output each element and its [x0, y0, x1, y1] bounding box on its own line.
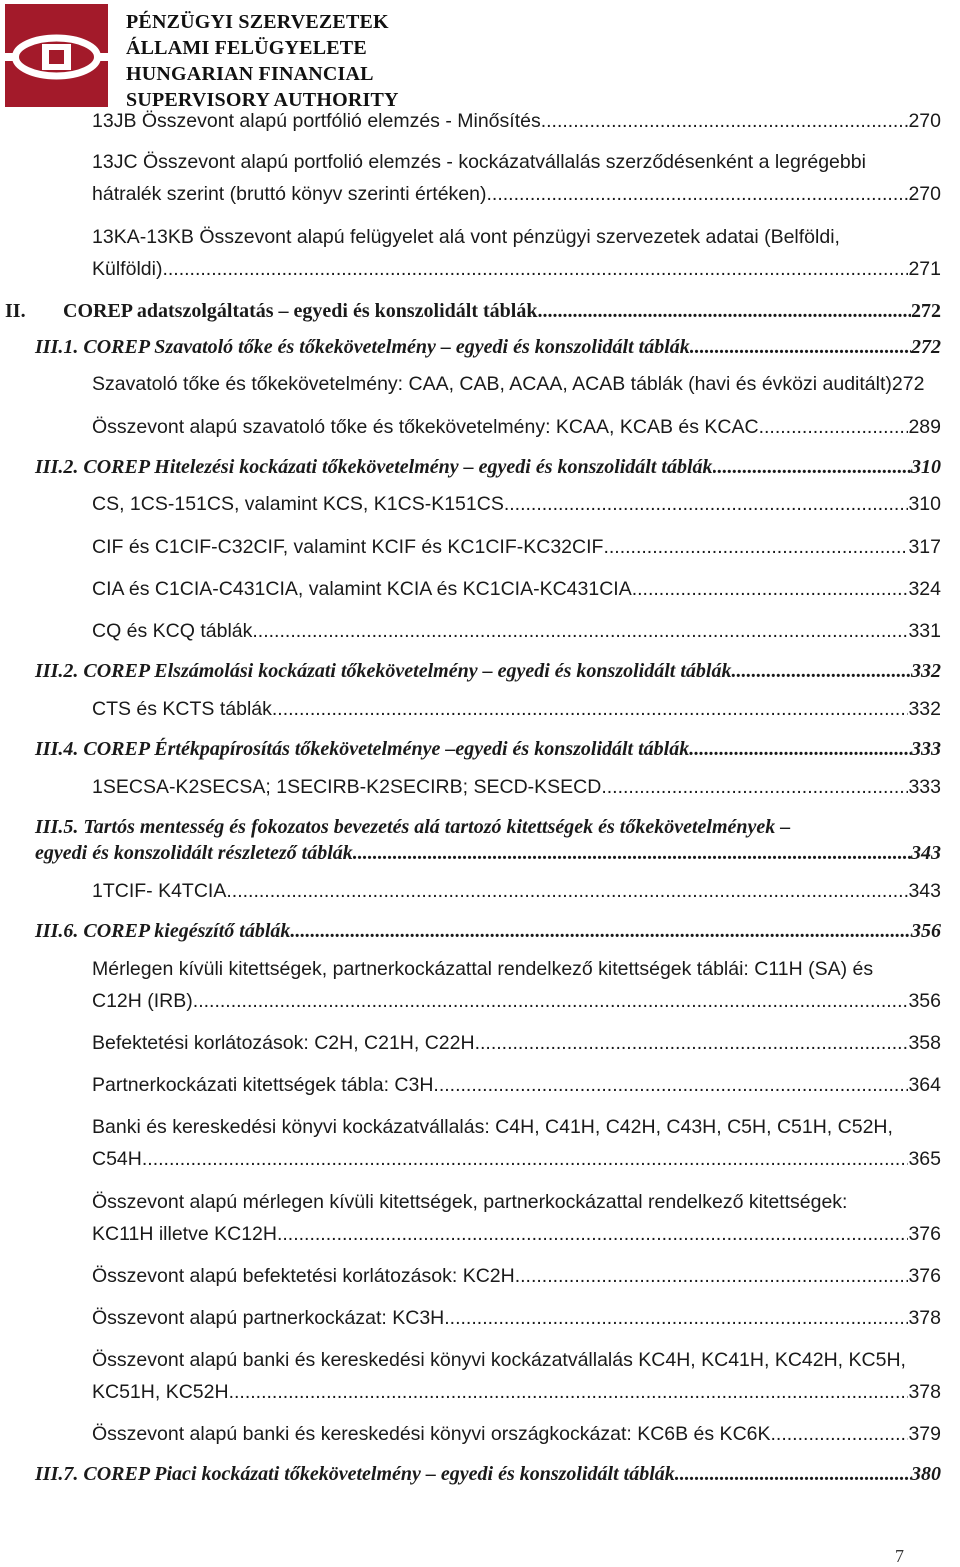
- toc-entry-title: Összevont alapú szavatoló tőke és tőkekövetelmény: KCAA, KCAB és KCAC: [92, 416, 759, 438]
- toc-entry-title: Összevont alapú befektetési korlátozások: KC2H: [92, 1265, 515, 1287]
- toc-entry-title: hátralék szerint (bruttó könyv szerinti értéken): [92, 183, 487, 205]
- toc-entry-title: CS, 1CS-151CS, valamint KCS, K1CS-K151CS: [92, 493, 504, 515]
- toc-entry-page: 378: [908, 1307, 941, 1329]
- toc-entry-page: 324: [908, 578, 941, 600]
- toc-entry-title: CTS és KCTS táblák: [92, 698, 272, 720]
- toc-chapter-entry[interactable]: [5, 300, 941, 323]
- toc-entry-page: 343: [908, 880, 941, 902]
- org-name-line: HUNGARIAN FINANCIAL: [126, 63, 374, 85]
- toc-entry-title: KC11H illetve KC12H: [92, 1223, 277, 1245]
- toc-entry-page: 356: [908, 990, 941, 1012]
- toc-entry-page: 380: [911, 1463, 941, 1485]
- fsa-logo-icon: [5, 4, 108, 107]
- toc-entry-title: Külföldi): [92, 258, 163, 280]
- toc-entry-page: 317: [908, 536, 941, 558]
- toc-entry-page: 343: [911, 842, 941, 864]
- toc-section-entry[interactable]: [35, 920, 941, 943]
- toc-entry-title: KC51H, KC52H: [92, 1381, 229, 1403]
- toc-section-entry[interactable]: [35, 336, 941, 359]
- toc-entry-title: III.4. COREP Értékpapírosítás tőkekövetelménye –egyedi és konszolidált táblák: [35, 738, 690, 760]
- toc-entry-page: 271: [908, 258, 941, 280]
- toc-entry[interactable]: [92, 578, 941, 601]
- toc-entry-page: 272: [911, 300, 941, 322]
- toc-entry-title: CQ és KCQ táblák: [92, 620, 253, 642]
- toc-leader-dots: [601, 776, 908, 799]
- toc-entry-title-line: Mérlegen kívüli kitettségek, partnerkockázattal rendelkező kitettségek táblái: C11H (SA) és: [92, 958, 874, 980]
- toc-leader-dots: [142, 1148, 909, 1171]
- toc-entry[interactable]: [92, 620, 941, 643]
- toc-section-title-line: III.5. Tartós mentesség és fokozatos bevezetés alá tartozó kitettségek és tőkekövetelmények –: [35, 816, 791, 838]
- toc-entry-page: 378: [908, 1381, 941, 1403]
- toc-entry-page: 289: [908, 416, 941, 438]
- org-name-line: ÁLLAMI FELÜGYELETE: [126, 37, 367, 59]
- toc-entry-title-line: Összevont alapú banki és kereskedési könyvi kockázatvállalás KC4H, KC41H, KC42H, KC5H,: [92, 1349, 906, 1371]
- toc-entry[interactable]: [92, 258, 941, 281]
- toc-leader-dots: [675, 1463, 911, 1486]
- toc-leader-dots: [193, 990, 909, 1013]
- toc-leader-dots: [689, 738, 911, 761]
- toc-entry-page: 376: [908, 1223, 941, 1245]
- toc-entry-page: 310: [908, 493, 941, 515]
- toc-section-entry[interactable]: [35, 738, 941, 761]
- toc-entry-page: 358: [908, 1032, 941, 1054]
- toc-leader-dots: [433, 1074, 908, 1097]
- toc-entry[interactable]: [92, 416, 941, 439]
- toc-leader-dots: [226, 880, 908, 903]
- toc-entry[interactable]: [92, 1148, 941, 1171]
- toc-entry-page: 332: [911, 660, 941, 682]
- toc-entry-title: III.7. COREP Piaci kockázati tőkekövetelmény – egyedi és konszolidált táblák: [35, 1463, 675, 1485]
- toc-entry-title: COREP adatszolgáltatás – egyedi és konszolidált táblák: [63, 300, 538, 322]
- toc-entry-title: III.2. COREP Hitelezési kockázati tőkekövetelmény – egyedi és konszolidált táblák: [35, 456, 713, 478]
- toc-entry-page: 364: [908, 1074, 941, 1096]
- toc-entry-title: III.6. COREP kiegészítő táblák: [35, 920, 291, 942]
- toc-entry[interactable]: [92, 1307, 941, 1330]
- toc-entry[interactable]: [92, 1032, 941, 1055]
- toc-entry-title: C54H: [92, 1148, 142, 1170]
- toc-leader-dots: [444, 1307, 908, 1330]
- toc-entry-page: 270: [908, 183, 941, 205]
- toc-leader-dots: [252, 620, 908, 643]
- toc-leader-dots: [277, 1223, 908, 1246]
- toc-entry-title: CIF és C1CIF-C32CIF, valamint KCIF és KC1CIF-KC32CIF: [92, 536, 604, 558]
- toc-leader-dots: [272, 698, 909, 721]
- toc-entry[interactable]: [92, 990, 941, 1013]
- toc-leader-dots: [353, 842, 911, 865]
- toc-leader-dots: [290, 920, 911, 943]
- toc-leader-dots: [603, 536, 908, 559]
- toc-entry-title: Szavatoló tőke és tőkekövetelmény: CAA, CAB, ACAA, ACAB táblák (havi és évközi auditált): [92, 373, 892, 395]
- toc-entry-title-line: 13KA-13KB Összevont alapú felügyelet alá vont pénzügyi szervezetek adatai (Belföldi,: [92, 226, 840, 248]
- toc-leader-dots: [229, 1381, 909, 1404]
- toc-entry[interactable]: [92, 698, 941, 721]
- toc-entry-title: III.1. COREP Szavatoló tőke és tőkekövetelmény – egyedi és konszolidált táblák: [35, 336, 690, 358]
- toc-entry[interactable]: [92, 1223, 941, 1246]
- toc-section-entry[interactable]: [35, 660, 941, 683]
- toc-chapter-number: II.: [5, 300, 26, 322]
- org-name: [126, 9, 399, 113]
- toc-entry-page: 272: [891, 373, 925, 395]
- toc-leader-dots: [487, 183, 909, 206]
- toc-entry-page: 333: [911, 738, 941, 760]
- toc-entry[interactable]: [92, 1265, 941, 1288]
- toc-entry-title: 1TCIF- K4TCIA: [92, 880, 227, 902]
- toc-entry-title: Partnerkockázati kitettségek tábla: C3H: [92, 1074, 434, 1096]
- toc-entry-title: Összevont alapú partnerkockázat: KC3H: [92, 1307, 445, 1329]
- org-name-line: PÉNZÜGYI SZERVEZETEK: [126, 11, 389, 33]
- toc-entry[interactable]: [92, 536, 941, 559]
- toc-entry-title: Befektetési korlátozások: C2H, C21H, C22H: [92, 1032, 475, 1054]
- toc-entry-page: 376: [908, 1265, 941, 1287]
- toc-entry-page: 270: [908, 110, 941, 132]
- toc-entry[interactable]: [92, 776, 941, 799]
- toc-leader-dots: [515, 1265, 909, 1288]
- toc-entry-page: 365: [908, 1148, 941, 1170]
- toc-entry-title-line: Összevont alapú mérlegen kívüli kitettségek, partnerkockázattal rendelkező kitettségek:: [92, 1191, 848, 1213]
- toc-section-entry[interactable]: [35, 842, 941, 865]
- toc-leader-dots: [541, 110, 909, 133]
- toc-leader-dots: [759, 416, 909, 439]
- logo: [5, 4, 108, 107]
- toc-entry-title: 13JB Összevont alapú portfólió elemzés - Minősítés: [92, 110, 541, 132]
- toc-section-entry[interactable]: [35, 456, 941, 479]
- toc-entry-page: 272: [911, 336, 941, 358]
- toc-entry[interactable]: [92, 1423, 941, 1446]
- toc-section-entry[interactable]: [35, 1463, 941, 1486]
- toc-leader-dots: [771, 1423, 909, 1446]
- toc-entry-title: CIA és C1CIA-C431CIA, valamint KCIA és KC1CIA-KC431CIA: [92, 578, 632, 600]
- page-number: 7: [895, 1546, 904, 1566]
- toc-entry-title: egyedi és konszolidált részletező táblák: [35, 842, 353, 864]
- toc-entry-title: III.2. COREP Elszámolási kockázati tőkekövetelmény – egyedi és konszolidált táblák: [35, 660, 732, 682]
- toc-entry-title: 1SECSA-K2SECSA; 1SECIRB-K2SECIRB; SECD-KSECD: [92, 776, 602, 798]
- toc-leader-dots: [475, 1032, 909, 1055]
- toc-leader-dots: [537, 300, 911, 323]
- toc-leader-dots: [731, 660, 911, 683]
- toc-entry[interactable]: [92, 1381, 941, 1404]
- toc-entry[interactable]: [92, 493, 941, 516]
- toc-entry-page: 333: [908, 776, 941, 798]
- toc-entry[interactable]: [92, 110, 941, 133]
- toc-leader-dots: [632, 578, 909, 601]
- toc-leader-dots: [713, 456, 911, 479]
- toc-entry-title-line: 13JC Összevont alapú portfolió elemzés - kockázatvállalás szerződésenként a legrégebbi: [92, 151, 866, 173]
- toc-entry-page: 310: [911, 456, 941, 478]
- toc-leader-dots: [162, 258, 908, 281]
- toc-entry-page: 379: [908, 1423, 941, 1445]
- toc-leader-dots: [690, 336, 911, 359]
- toc-entry-page: 331: [908, 620, 941, 642]
- toc-entry-page: 356: [911, 920, 941, 942]
- toc-entry[interactable]: [92, 880, 941, 903]
- toc-entry[interactable]: [92, 183, 941, 206]
- toc-entry[interactable]: [92, 1074, 941, 1097]
- toc-entry-title-line: Banki és kereskedési könyvi kockázatvállalás: C4H, C41H, C42H, C43H, C5H, C51H, C52H,: [92, 1116, 893, 1138]
- toc-leader-dots: [504, 493, 909, 516]
- toc-entry-title: C12H (IRB): [92, 990, 193, 1012]
- toc-entry[interactable]: [92, 373, 958, 396]
- toc-entry-title: Összevont alapú banki és kereskedési könyvi országkockázat: KC6B és KC6K: [92, 1423, 771, 1445]
- toc-entry-page: 332: [908, 698, 941, 720]
- org-name-line: SUPERVISORY AUTHORITY: [126, 89, 399, 111]
